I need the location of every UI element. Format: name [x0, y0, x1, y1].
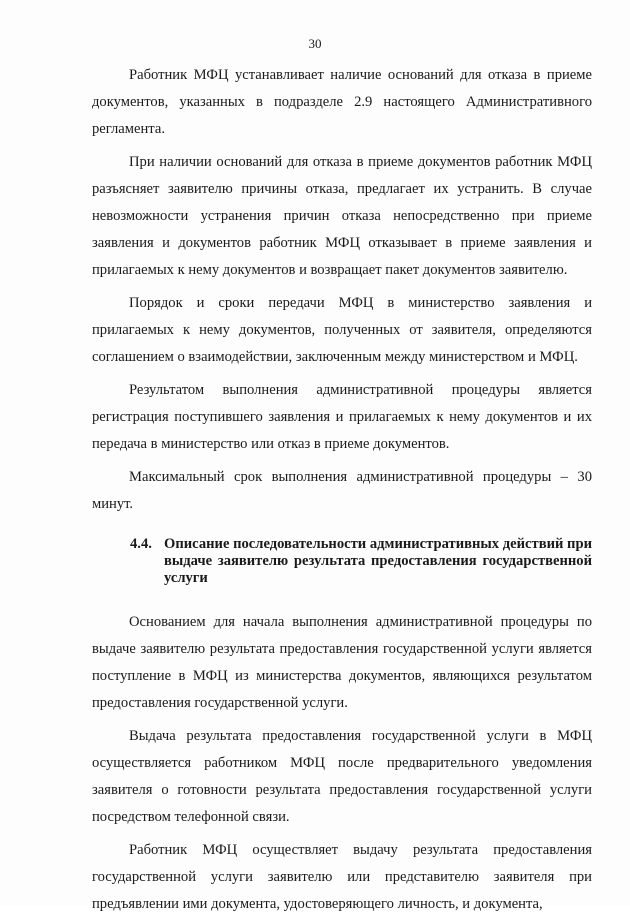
section-heading	[92, 536, 592, 587]
paragraph: Работник МФЦ устанавливает наличие оснований для отказа в приеме документов, указанных в подразделе 2.9 настоящего Административного регламента.	[92, 67, 592, 137]
paragraph: При наличии оснований для отказа в приеме документов работник МФЦ разъясняет заявителю причины отказа, предлагает их устранить. В случае невозможности устранения причин отказа непосредственно при приеме заявления и документов работник МФЦ отказывает в приеме заявления и прилагаемых к нему документов и возвращает пакет документов заявителю.	[92, 154, 592, 278]
paragraph: Основанием для начала выполнения административной процедуры по выдаче заявителю результата предоставления государственной услуги является поступление в МФЦ из министерства документов, являющихся результатом предоставления государственной услуги.	[92, 614, 592, 711]
section-title: Описание последовательности административных действий при выдаче заявителю результата предоставления государственной услуги	[164, 536, 592, 586]
paragraph: Максимальный срок выполнения административной процедуры – 30 минут.	[92, 469, 592, 512]
paragraph: Результатом выполнения административной процедуры является регистрация поступившего заявления и прилагаемых к нему документов и их передача в министерство или отказ в приеме документов.	[92, 382, 592, 452]
page-number: 30	[308, 36, 322, 51]
document-body	[92, 62, 592, 918]
paragraph: Порядок и сроки передачи МФЦ в министерство заявления и прилагаемых к нему документов, полученных от заявителя, определяются соглашением о взаимодействии, заключенным между министерством и МФЦ.	[92, 295, 592, 365]
paragraph: Работник МФЦ осуществляет выдачу результата предоставления государственной услуги заявителю или представителю заявителя при предъявлении ими документа, удостоверяющего личность, и документа,	[92, 842, 592, 912]
section-number: 4.4.	[130, 536, 152, 552]
paragraph: Выдача результата предоставления государственной услуги в МФЦ осуществляется работником МФЦ после предварительного уведомления заявителя о готовности результата предоставления государственной услуги посредством телефонной связи.	[92, 728, 592, 825]
